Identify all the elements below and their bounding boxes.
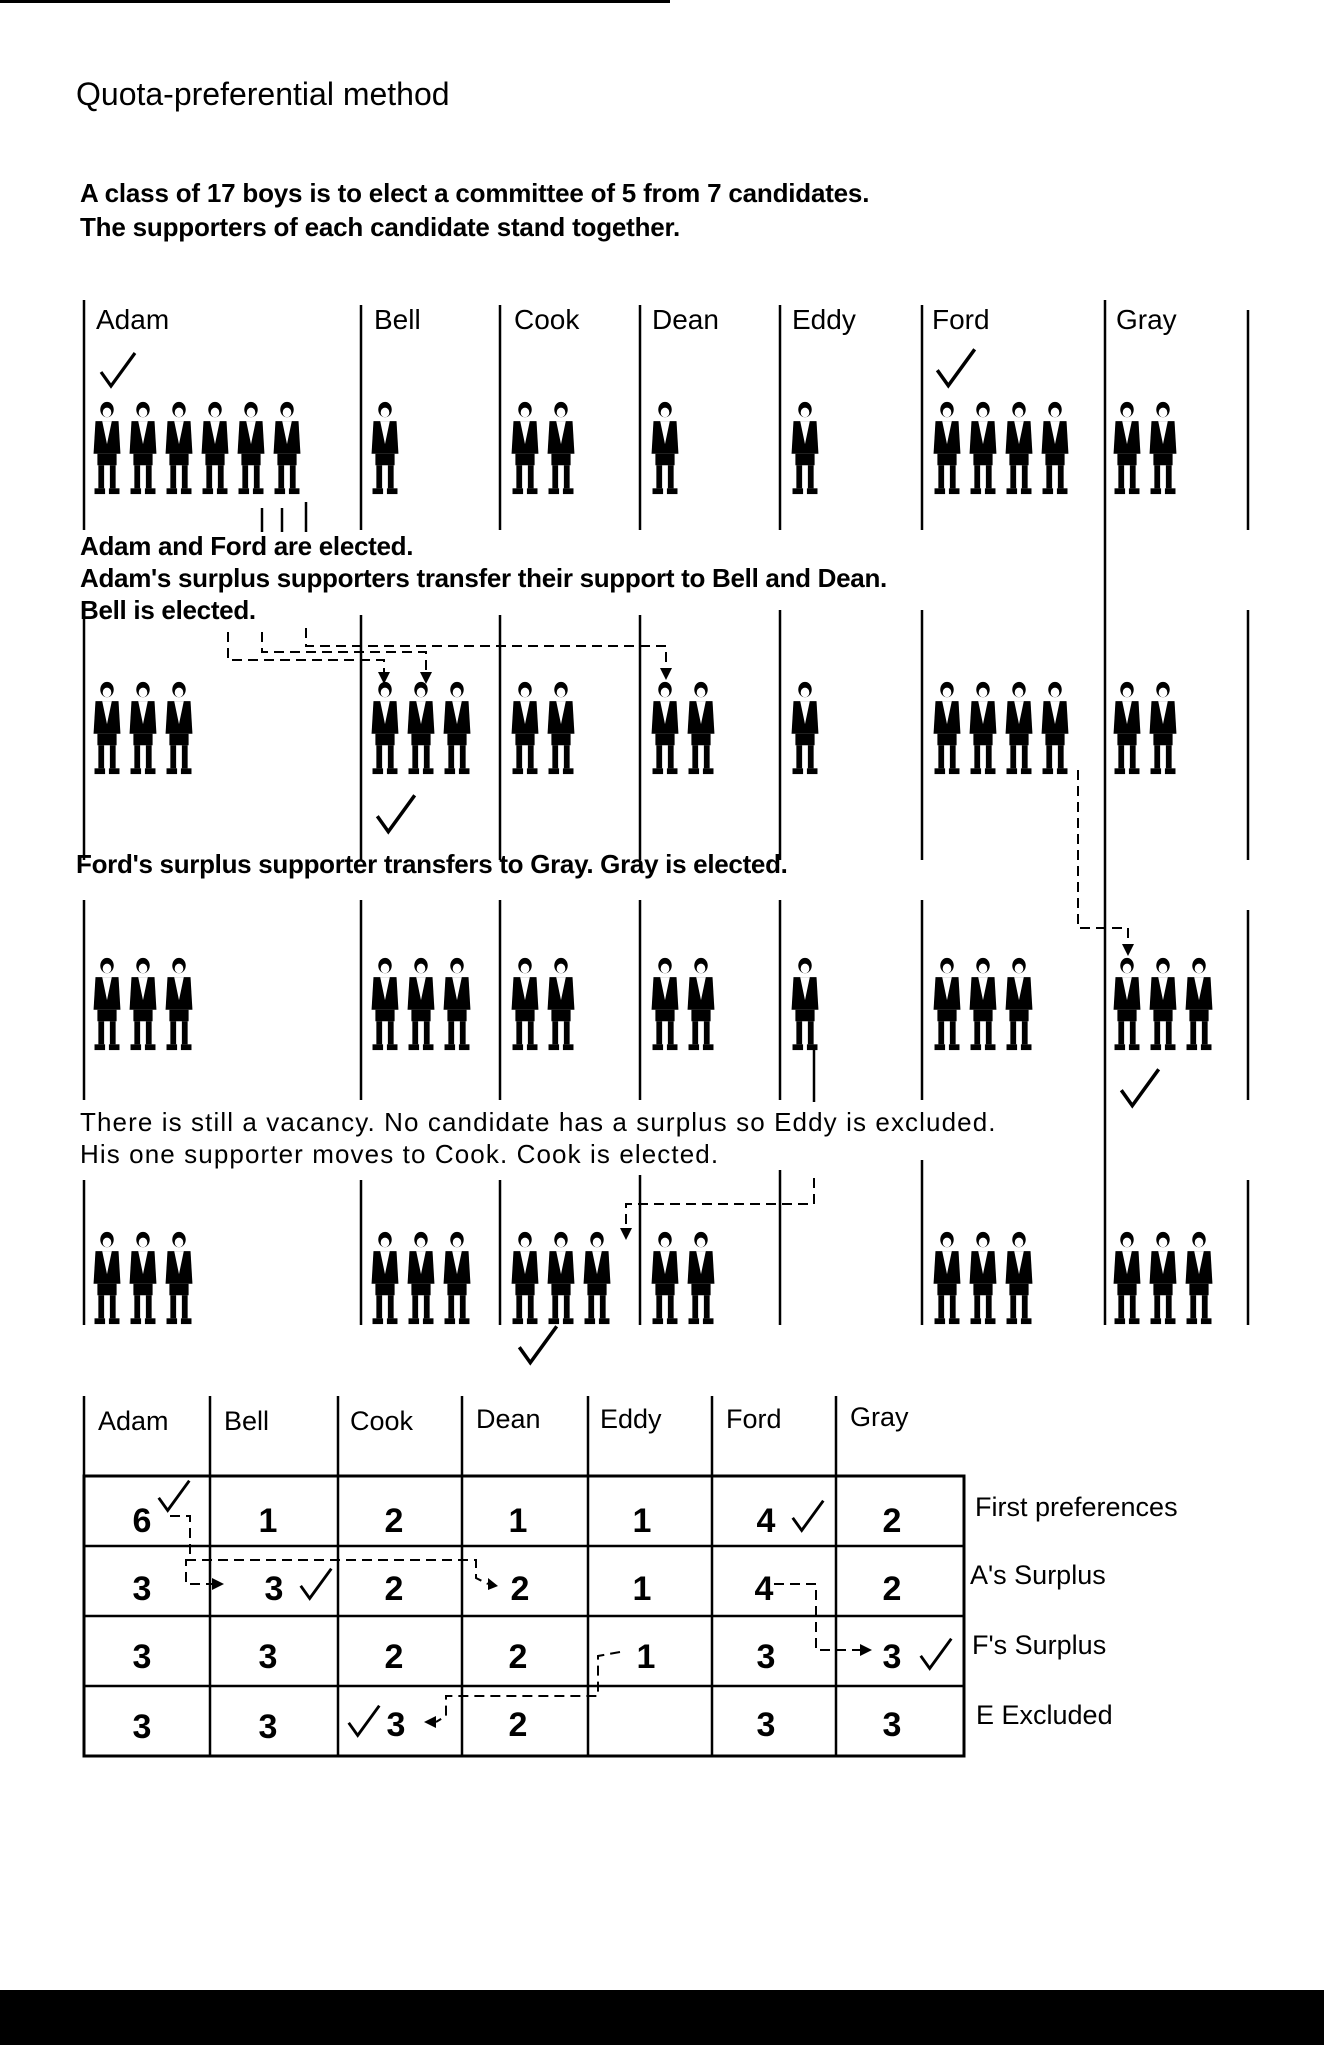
supporter-figure-cook <box>584 1232 611 1324</box>
cell-first-gray: 2 <box>882 1502 902 1540</box>
supporter-figure-adam <box>94 958 121 1050</box>
page-title: Quota-preferential method <box>76 76 450 112</box>
supporter-figures <box>94 402 1213 1324</box>
table-header-cook: Cook <box>350 1406 414 1436</box>
supporter-figure-ford <box>934 402 961 494</box>
supporter-figure-adam <box>166 958 193 1050</box>
supporter-figure-eddy <box>792 958 819 1050</box>
cell-asurplus-bell: 3 <box>264 1570 284 1608</box>
cell-excluded-cook: 3 <box>386 1706 406 1744</box>
cell-first-ford: 4 <box>756 1502 776 1540</box>
supporter-figure-cook <box>512 682 539 774</box>
row-label-first-preferences: First preferences <box>975 1492 1178 1522</box>
supporter-figure-adam <box>130 958 157 1050</box>
table-header-ford: Ford <box>726 1404 782 1434</box>
caption-3b: His one supporter moves to Cook. Cook is elected. <box>80 1139 720 1169</box>
supporter-figure-bell <box>408 1232 435 1324</box>
election-ticks <box>101 349 1159 1735</box>
supporter-figure-ford <box>1006 402 1033 494</box>
supporter-figure-gray <box>1114 958 1141 1050</box>
supporter-figure-bell <box>444 958 471 1050</box>
supporter-figure-dean <box>688 958 715 1050</box>
cell-asurplus-cook: 2 <box>384 1570 404 1608</box>
supporter-figure-gray <box>1186 1232 1213 1324</box>
caption-1c: Bell is elected. <box>80 595 256 625</box>
supporter-figure-adam <box>166 1232 193 1324</box>
candidate-label-gray: Gray <box>1116 304 1177 335</box>
candidate-label-bell: Bell <box>374 304 421 335</box>
candidate-label-cook: Cook <box>514 304 580 335</box>
supporter-figure-bell <box>372 1232 399 1324</box>
supporter-figure-adam <box>94 402 121 494</box>
supporter-figure-cook <box>548 1232 575 1324</box>
supporter-figure-gray <box>1114 1232 1141 1324</box>
cell-fsurplus-cook: 2 <box>384 1638 404 1676</box>
supporter-figure-gray <box>1150 682 1177 774</box>
supporter-figure-dean <box>652 682 679 774</box>
table-header-eddy: Eddy <box>600 1404 662 1434</box>
cell-fsurplus-adam: 3 <box>132 1638 152 1676</box>
cell-excluded-dean: 2 <box>508 1706 528 1744</box>
cell-excluded-bell: 3 <box>258 1708 278 1746</box>
supporter-figure-cook <box>512 1232 539 1324</box>
table-header-bell: Bell <box>224 1406 270 1436</box>
supporter-figure-eddy <box>792 402 819 494</box>
cell-excluded-adam: 3 <box>132 1708 152 1746</box>
supporter-figure-gray <box>1114 682 1141 774</box>
cell-asurplus-eddy: 1 <box>632 1570 652 1608</box>
supporter-figure-bell <box>408 958 435 1050</box>
supporter-figure-cook <box>512 402 539 494</box>
cell-excluded-gray: 3 <box>882 1706 902 1744</box>
bottom-border <box>0 1990 1324 2045</box>
row-label-a-surplus: A's Surplus <box>970 1560 1106 1590</box>
row-label-f-surplus: F's Surplus <box>972 1630 1107 1660</box>
supporter-figure-dean <box>688 1232 715 1324</box>
supporter-figure-cook <box>548 402 575 494</box>
cell-first-adam: 6 <box>132 1502 152 1540</box>
intro-line-1: A class of 17 boys is to elect a committee of 5 from 7 candidates. <box>80 178 870 208</box>
cell-asurplus-dean: 2 <box>510 1570 530 1608</box>
candidate-label-ford: Ford <box>932 304 990 335</box>
cell-fsurplus-dean: 2 <box>508 1638 528 1676</box>
cell-fsurplus-eddy: 1 <box>636 1638 656 1676</box>
supporter-figure-ford <box>934 682 961 774</box>
cell-fsurplus-ford: 3 <box>756 1638 776 1676</box>
results-table-grid <box>84 1396 964 1756</box>
supporter-figure-ford <box>1006 682 1033 774</box>
table-header-adam: Adam <box>98 1406 169 1436</box>
supporter-figure-ford <box>934 1232 961 1324</box>
candidate-label-eddy: Eddy <box>792 304 856 335</box>
row-label-e-excluded: E Excluded <box>976 1700 1113 1730</box>
candidate-label-adam: Adam <box>96 304 170 335</box>
supporter-figure-gray <box>1114 402 1141 494</box>
supporter-figure-gray <box>1186 958 1213 1050</box>
supporter-figure-bell <box>444 682 471 774</box>
supporter-figure-cook <box>512 958 539 1050</box>
supporter-figure-dean <box>652 958 679 1050</box>
cell-asurplus-adam: 3 <box>132 1570 152 1608</box>
cell-asurplus-ford: 4 <box>754 1570 774 1608</box>
supporter-figure-ford <box>970 682 997 774</box>
cell-fsurplus-bell: 3 <box>258 1638 278 1676</box>
supporter-figure-ford <box>1042 402 1069 494</box>
supporter-figure-bell <box>372 958 399 1050</box>
arrowheads <box>212 668 1134 1728</box>
supporter-figure-adam <box>274 402 301 494</box>
supporter-figure-cook <box>548 958 575 1050</box>
caption-stage-2: Ford's surplus supporter transfers to Gray. Gray is elected. <box>76 849 788 879</box>
supporter-figure-adam <box>130 682 157 774</box>
supporter-figure-dean <box>652 402 679 494</box>
supporter-figure-adam <box>130 402 157 494</box>
supporter-figure-bell <box>408 682 435 774</box>
supporter-figure-ford <box>1006 958 1033 1050</box>
candidate-label-dean: Dean <box>652 304 719 335</box>
supporter-figure-bell <box>372 402 399 494</box>
intro-line-2: The supporters of each candidate stand together. <box>80 212 681 242</box>
cell-excluded-ford: 3 <box>756 1706 776 1744</box>
supporter-figure-adam <box>130 1232 157 1324</box>
supporter-figure-dean <box>652 1232 679 1324</box>
cell-first-cook: 2 <box>384 1502 404 1540</box>
supporter-figure-adam <box>166 402 193 494</box>
cell-first-dean: 1 <box>508 1502 528 1540</box>
supporter-figure-gray <box>1150 1232 1177 1324</box>
supporter-figure-eddy <box>792 682 819 774</box>
supporter-figure-ford <box>970 402 997 494</box>
caption-3a: There is still a vacancy. No candidate has a surplus so Eddy is excluded. <box>80 1107 997 1137</box>
supporter-figure-dean <box>688 682 715 774</box>
cell-fsurplus-gray: 3 <box>882 1638 902 1676</box>
caption-1b: Adam's surplus supporters transfer their support to Bell and Dean. <box>80 563 887 593</box>
supporter-figure-adam <box>94 682 121 774</box>
supporter-figure-ford <box>934 958 961 1050</box>
supporter-figure-adam <box>238 402 265 494</box>
supporter-figure-cook <box>548 682 575 774</box>
caption-1a: Adam and Ford are elected. <box>80 531 414 561</box>
supporter-figure-ford <box>970 1232 997 1324</box>
cell-asurplus-gray: 2 <box>882 1570 902 1608</box>
transfer-arrows <box>170 628 1128 1722</box>
supporter-figure-gray <box>1150 958 1177 1050</box>
table-header-gray: Gray <box>850 1402 909 1432</box>
cell-first-eddy: 1 <box>632 1502 652 1540</box>
supporter-figure-adam <box>166 682 193 774</box>
supporter-figure-adam <box>202 402 229 494</box>
supporter-figure-ford <box>1042 682 1069 774</box>
supporter-figure-adam <box>94 1232 121 1324</box>
supporter-figure-gray <box>1150 402 1177 494</box>
supporter-figure-ford <box>1006 1232 1033 1324</box>
table-header-dean: Dean <box>476 1404 541 1434</box>
supporter-figure-bell <box>372 682 399 774</box>
cell-first-bell: 1 <box>258 1502 278 1540</box>
supporter-figure-bell <box>444 1232 471 1324</box>
supporter-figure-ford <box>970 958 997 1050</box>
